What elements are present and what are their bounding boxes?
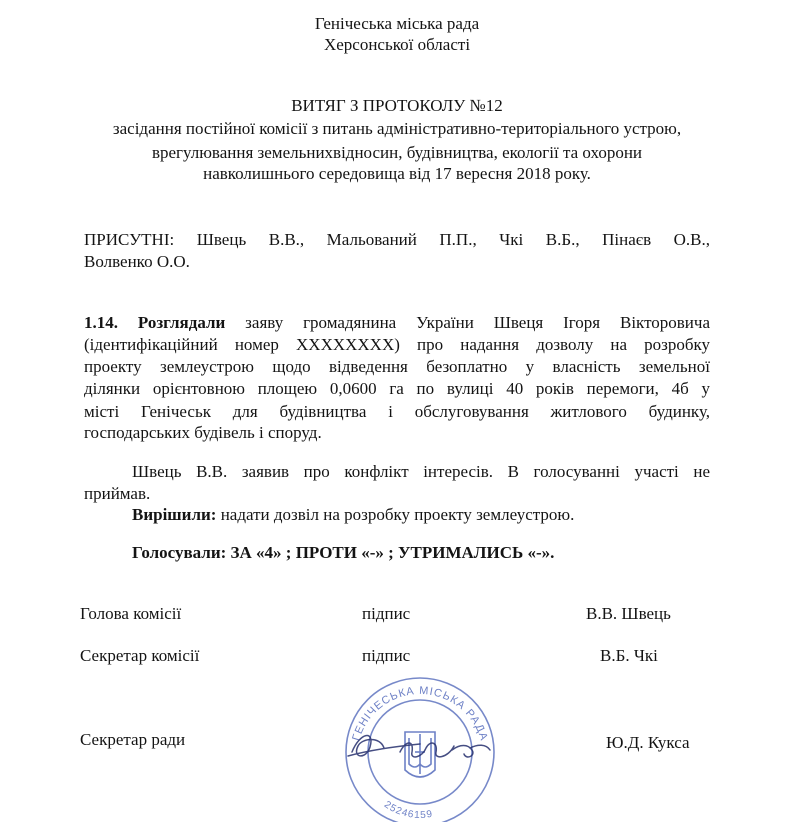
- stamp-code: 25246159: [382, 799, 434, 822]
- item-considered-label: Розглядали: [137, 313, 226, 332]
- title-line-2: врегулювання земельнихвідносин, будівництва, екології та охорони: [151, 143, 643, 162]
- handwritten-signature: [340, 722, 500, 772]
- present-line-1: ПРИСУТНІ: Швець В.В., Мальований П.П., Чкі В.Б., Пінаєв О.В.,: [84, 230, 710, 249]
- present-line-2: Волвенко О.О.: [84, 252, 190, 271]
- item-number: 1.14.: [84, 313, 118, 332]
- title-line-1: засідання постійної комісії з питань адміністративно-територіального устрою,: [112, 119, 682, 138]
- item-line-3: проекту землеустрою щодо відведення безоплатно у власність земельної: [84, 357, 710, 376]
- signature-role-2: Секретар комісії: [80, 646, 200, 665]
- signature-mark-1: підпис: [362, 604, 411, 623]
- stamp-ring-text: ГЕНІЧЕСЬКА МІСЬКА РАДА: [350, 684, 490, 743]
- conflict-line-1: Швець В.В. заявив про конфлікт інтересів. В голосуванні участі не: [132, 462, 710, 481]
- item-line-5: місті Генічеськ для будівництва і обслуговування житлового будинку,: [84, 402, 710, 421]
- region-name: Херсонської області: [323, 35, 471, 54]
- item-line-1: [84, 313, 710, 333]
- signature-role-3: Секретар ради: [80, 730, 186, 749]
- signature-role-1: Голова комісії: [80, 604, 182, 623]
- item-line-6: господарських будівель і споруд.: [84, 423, 322, 442]
- signature-name-2: В.Б. Чкі: [600, 646, 658, 665]
- document-title: ВИТЯГ З ПРОТОКОЛУ №12: [291, 96, 503, 115]
- decision: [132, 505, 574, 525]
- decision-text: надати дозвіл на розробку проекту землеустрою.: [216, 505, 575, 524]
- item-line-1-text: заяву громадянина України Швеця Ігоря Вікторовича: [225, 313, 710, 332]
- vote-result: Голосували: ЗА «4» ; ПРОТИ «-» ; УТРИМАЛИСЬ «-».: [132, 543, 555, 562]
- signature-name-3: Ю.Д. Кукса: [606, 733, 690, 752]
- decision-label: Вирішили:: [132, 505, 217, 524]
- signature-name-1: В.В. Швець: [586, 604, 671, 623]
- signature-mark-2: підпис: [362, 646, 411, 665]
- item-line-4: ділянки орієнтовною площею 0,0600 га по вулиці 40 років перемоги, 4б у: [84, 379, 710, 398]
- conflict-line-2: приймав.: [84, 484, 151, 503]
- council-name: Генічеська міська рада: [314, 14, 480, 33]
- item-line-2: (ідентифікаційний номер ХХХХХХХХ) про надання дозволу на розробку: [84, 335, 710, 354]
- title-line-3: навколишнього середовища від 17 вересня 2018 року.: [203, 164, 591, 183]
